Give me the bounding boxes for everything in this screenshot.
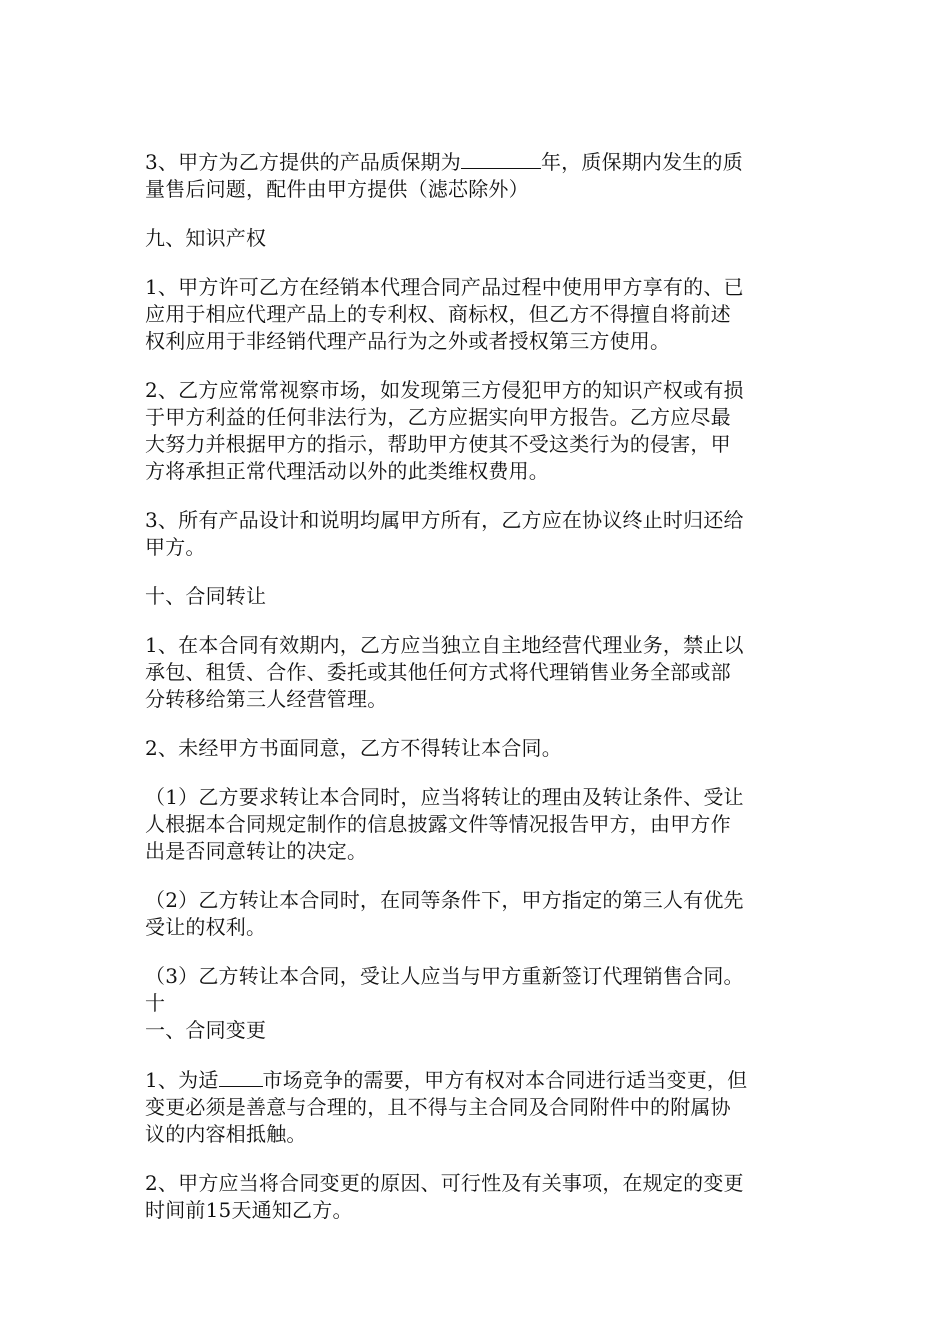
- text-line: 1、在本合同有效期内，乙方应当独立自主地经营代理业务，禁止以: [145, 633, 744, 657]
- paragraph-transfer-2-3: [145, 963, 810, 1044]
- text-line: 十: [145, 991, 166, 1015]
- text-line: [145, 148, 810, 176]
- document-body: [145, 148, 810, 1246]
- blank-field: [461, 148, 541, 169]
- paragraph-transfer-2-1: [145, 784, 810, 865]
- section-heading-ip: [145, 225, 810, 252]
- text-line: 议的内容相抵触。: [145, 1122, 307, 1146]
- text-line: 人根据本合同规定制作的信息披露文件等情况报告甲方，由甲方作: [145, 812, 731, 836]
- text-line: 2、甲方应当将合同变更的原因、可行性及有关事项，在规定的变更: [145, 1171, 744, 1195]
- section-heading-transfer: [145, 583, 810, 610]
- text-segment: 3、甲方为乙方提供的产品质保期为: [145, 150, 461, 174]
- text-line: 变更必须是善意与合理的，且不得与主合同及合同附件中的附属协: [145, 1095, 731, 1119]
- heading-text: 九、知识产权: [145, 226, 267, 250]
- text-segment: 年，质保期内发生的质: [540, 150, 743, 174]
- text-line: 出是否同意转让的决定。: [145, 839, 368, 863]
- paragraph-ip-3: [145, 507, 810, 561]
- text-segment: 1、为适: [145, 1068, 219, 1092]
- text-line: 3、所有产品设计和说明均属甲方所有，乙方应在协议终止时归还给: [145, 508, 744, 532]
- text-line: 1、甲方许可乙方在经销本代理合同产品过程中使用甲方享有的、已: [145, 275, 744, 299]
- text-line: 时间前15天通知乙方。: [145, 1198, 353, 1222]
- text-line: 量售后问题，配件由甲方提供（滤芯除外）: [145, 177, 529, 201]
- paragraph-transfer-2-2: [145, 887, 810, 941]
- text-line: 方将承担正常代理活动以外的此类维权费用。: [145, 459, 549, 483]
- text-line: 权利应用于非经销代理产品行为之外或者授权第三方使用。: [145, 329, 671, 353]
- text-line: 受让的权利。: [145, 915, 267, 939]
- text-line: 2、乙方应常常视察市场，如发现第三方侵犯甲方的知识产权或有损: [145, 378, 744, 402]
- text-line: 应用于相应代理产品上的专利权、商标权，但乙方不得擅自将前述: [145, 302, 731, 326]
- text-line: 甲方。: [145, 535, 206, 559]
- paragraph-change-1: [145, 1066, 810, 1148]
- text-line: 2、未经甲方书面同意，乙方不得转让本合同。: [145, 736, 562, 760]
- paragraph-ip-1: [145, 274, 810, 355]
- text-segment: 市场竞争的需要，甲方有权对本合同进行适当变更，但: [262, 1068, 748, 1092]
- text-line: 于甲方利益的任何非法行为，乙方应据实向甲方报告。乙方应尽最: [145, 405, 731, 429]
- text-line: [145, 1066, 810, 1094]
- heading-text: 十、合同转让: [145, 584, 267, 608]
- blank-field: [219, 1066, 263, 1087]
- paragraph-transfer-2: [145, 735, 810, 762]
- text-line: 分转移给第三人经营管理。: [145, 687, 388, 711]
- heading-text: 一、合同变更: [145, 1018, 267, 1042]
- text-line: （3）乙方转让本合同，受让人应当与甲方重新签订代理销售合同。: [145, 964, 744, 988]
- text-line: 承包、租赁、合作、委托或其他任何方式将代理销售业务全部或部: [145, 660, 731, 684]
- paragraph-warranty: [145, 148, 810, 203]
- text-line: （1）乙方要求转让本合同时，应当将转让的理由及转让条件、受让: [145, 785, 744, 809]
- text-line: （2）乙方转让本合同时，在同等条件下，甲方指定的第三人有优先: [145, 888, 744, 912]
- paragraph-ip-2: [145, 377, 810, 485]
- paragraph-transfer-1: [145, 632, 810, 713]
- paragraph-change-2: [145, 1170, 810, 1224]
- text-line: 大努力并根据甲方的指示，帮助甲方使其不受这类行为的侵害，甲: [145, 432, 731, 456]
